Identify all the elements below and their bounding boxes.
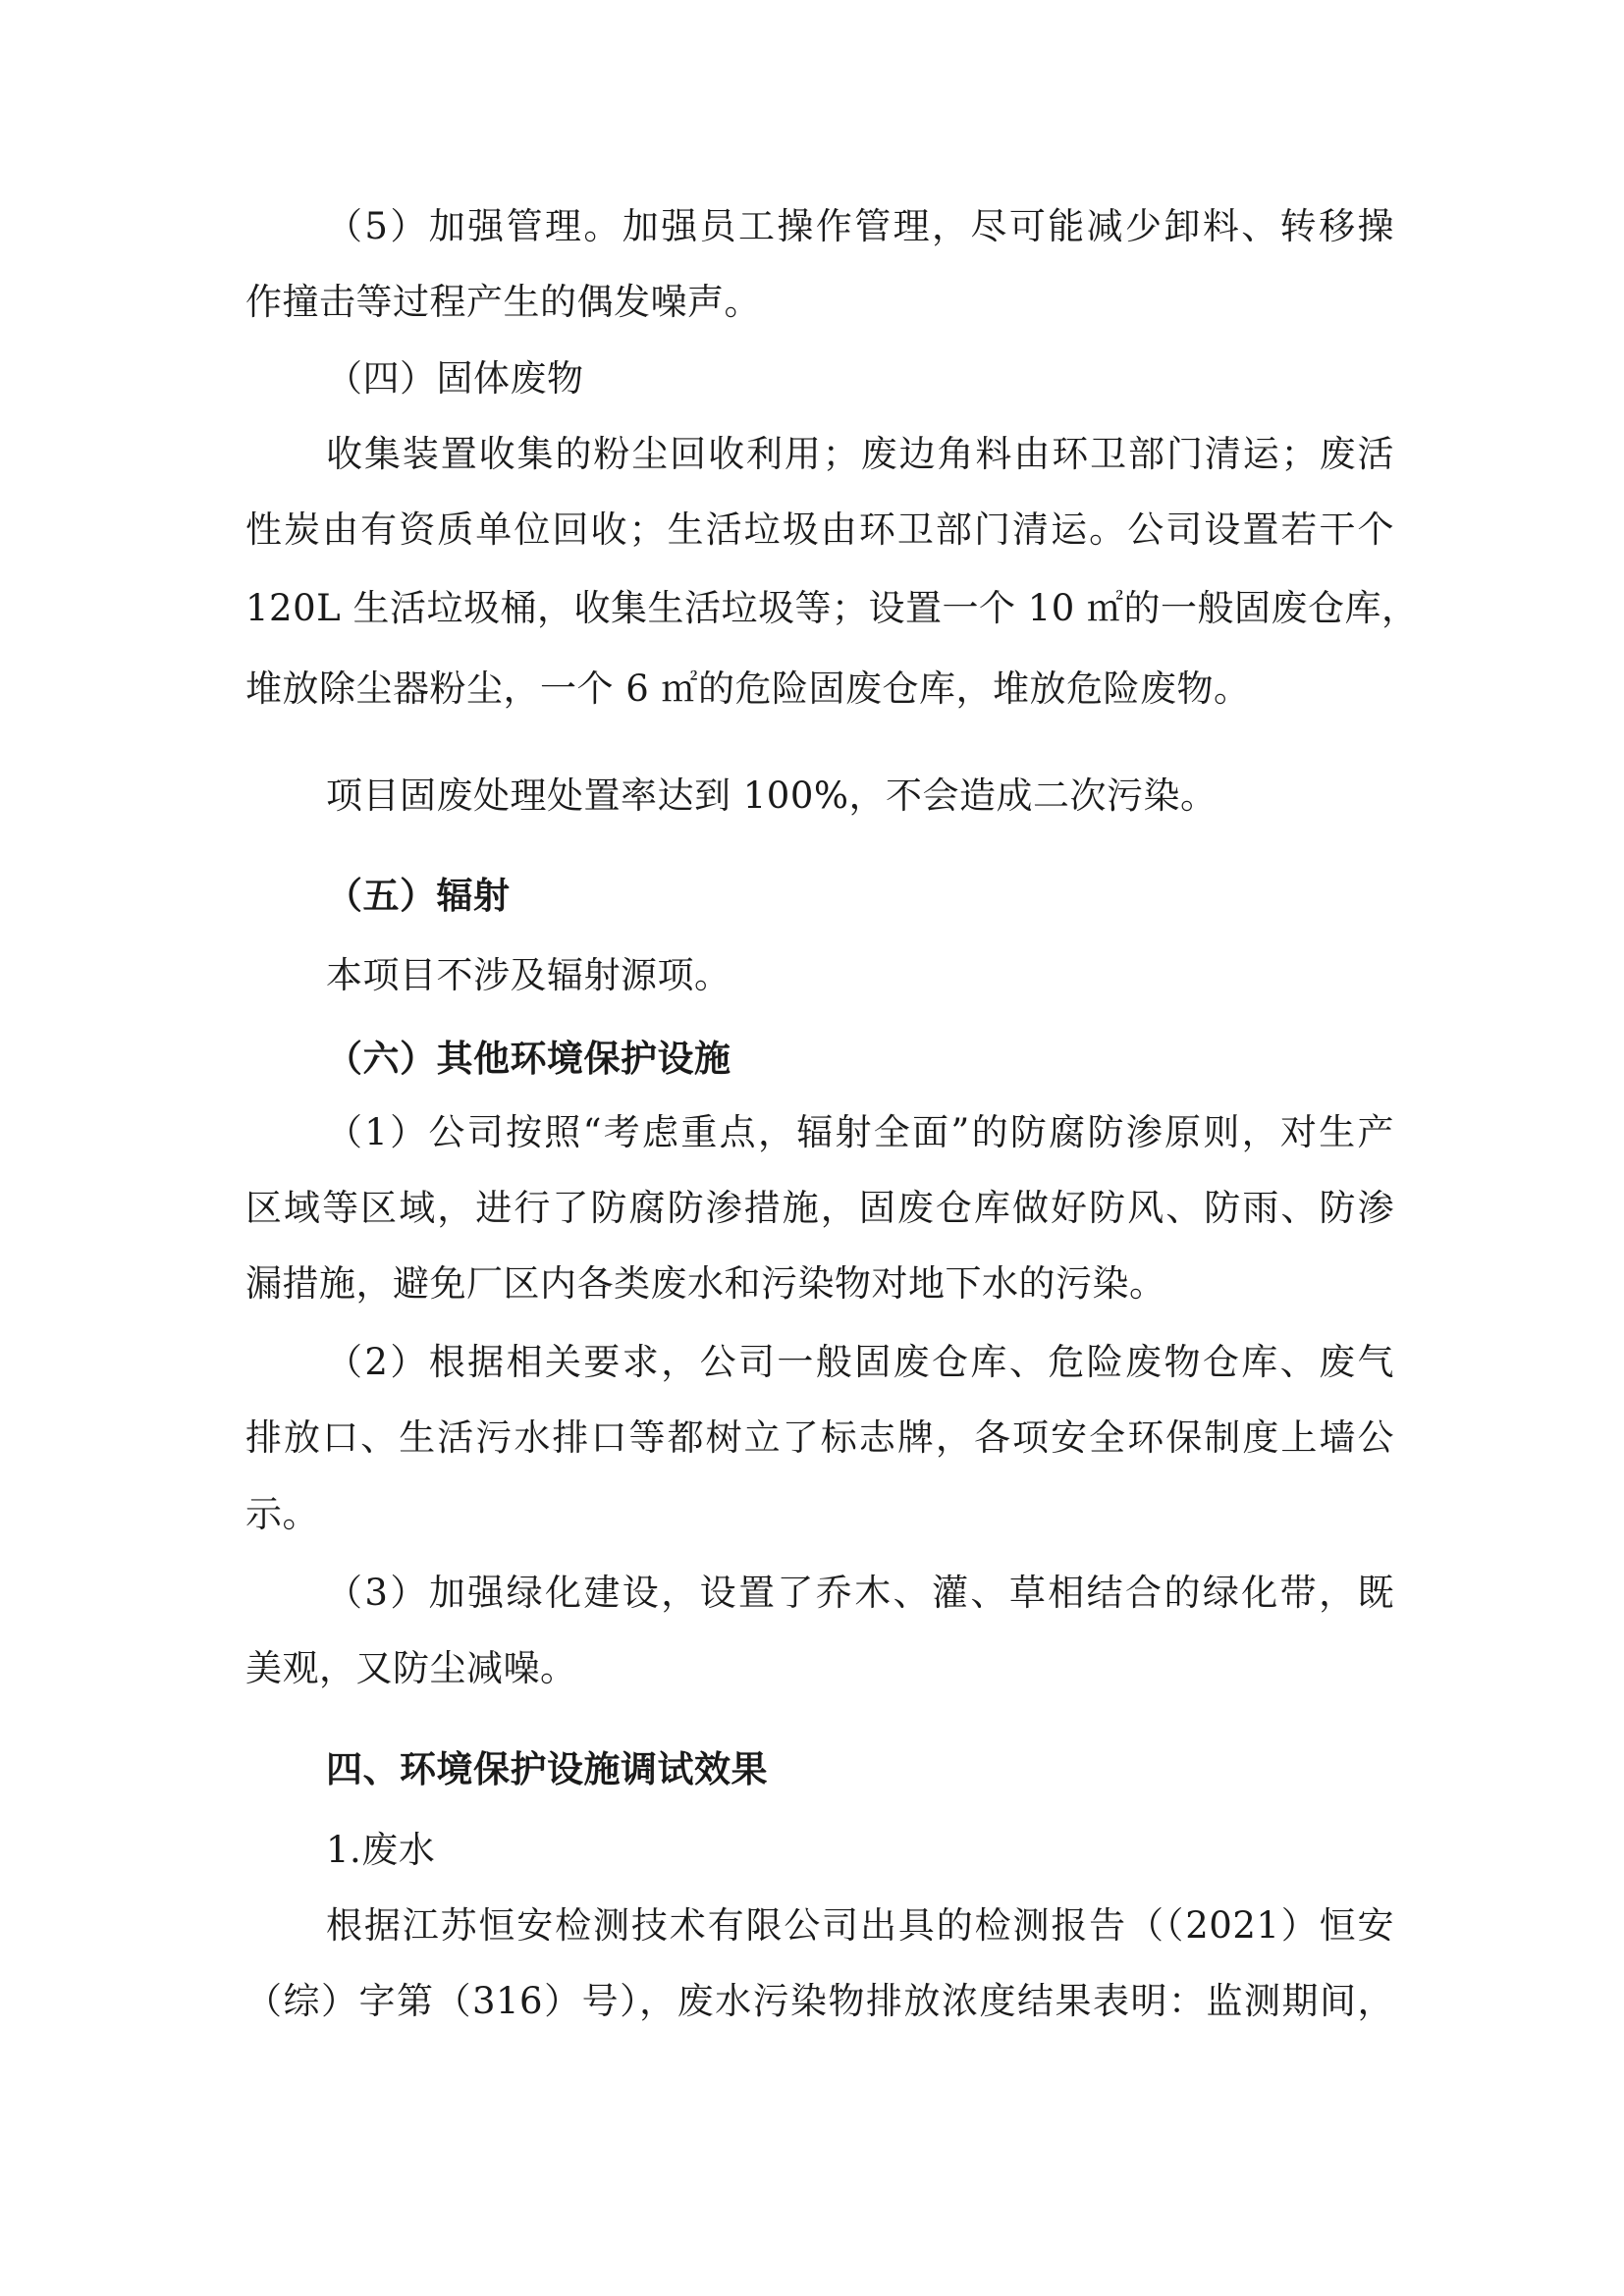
- paragraph-line: 收集装置收集的粉尘回收利用；废边角料由环卫部门清运；废活: [326, 433, 1394, 475]
- paragraph-line: 美观，又防尘减噪。: [245, 1647, 577, 1689]
- paragraph-line: 作撞击等过程产生的偶发噪声。: [245, 281, 761, 323]
- subsection-heading: （六）其他环境保护设施: [326, 1037, 731, 1080]
- paragraph-line: 堆放除尘器粉尘，一个 6 ㎡的危险固废仓库，堆放危险废物。: [245, 667, 1251, 710]
- paragraph-line: 示。: [245, 1493, 319, 1535]
- paragraph-line: （1）公司按照“考虑重点，辐射全面”的防腐防渗原则，对生产: [326, 1111, 1394, 1153]
- subsection-heading: （五）辐射: [326, 874, 511, 917]
- paragraph-line: 区域等区域，进行了防腐防渗措施，固废仓库做好防风、防雨、防渗: [245, 1187, 1394, 1229]
- paragraph-line: 性炭由有资质单位回收；生活垃圾由环卫部门清运。公司设置若干个: [245, 508, 1394, 551]
- paragraph-line: （2）根据相关要求，公司一般固废仓库、危险废物仓库、废气: [326, 1341, 1394, 1383]
- paragraph-line: 根据江苏恒安检测技术有限公司出具的检测报告（（2021）恒安: [326, 1904, 1394, 1947]
- paragraph-line: 排放口、生活污水排口等都树立了标志牌，各项安全环保制度上墙公: [245, 1416, 1394, 1459]
- paragraph-line: 本项目不涉及辐射源项。: [326, 954, 731, 996]
- paragraph-line: （3）加强绿化建设，设置了乔木、灌、草相结合的绿化带，既: [326, 1572, 1394, 1614]
- paragraph-line: 漏措施，避免厂区内各类废水和污染物对地下水的污染。: [245, 1262, 1166, 1305]
- paragraph-line: 项目固废处理处置率达到 100%，不会造成二次污染。: [326, 774, 1218, 817]
- section-heading: 四、环境保护设施调试效果: [326, 1747, 768, 1790]
- paragraph-line: 120L 生活垃圾桶，收集生活垃圾等；设置一个 10 ㎡的一般固废仓库，: [245, 587, 1419, 629]
- subsection-heading: 1.废水: [326, 1829, 436, 1871]
- subsection-heading: （四）固体废物: [326, 357, 584, 400]
- paragraph-line: （综）字第（316）号），废水污染物排放浓度结果表明：监测期间，: [245, 1980, 1394, 2022]
- paragraph-line: （5）加强管理。加强员工操作管理，尽可能减少卸料、转移操: [326, 205, 1394, 247]
